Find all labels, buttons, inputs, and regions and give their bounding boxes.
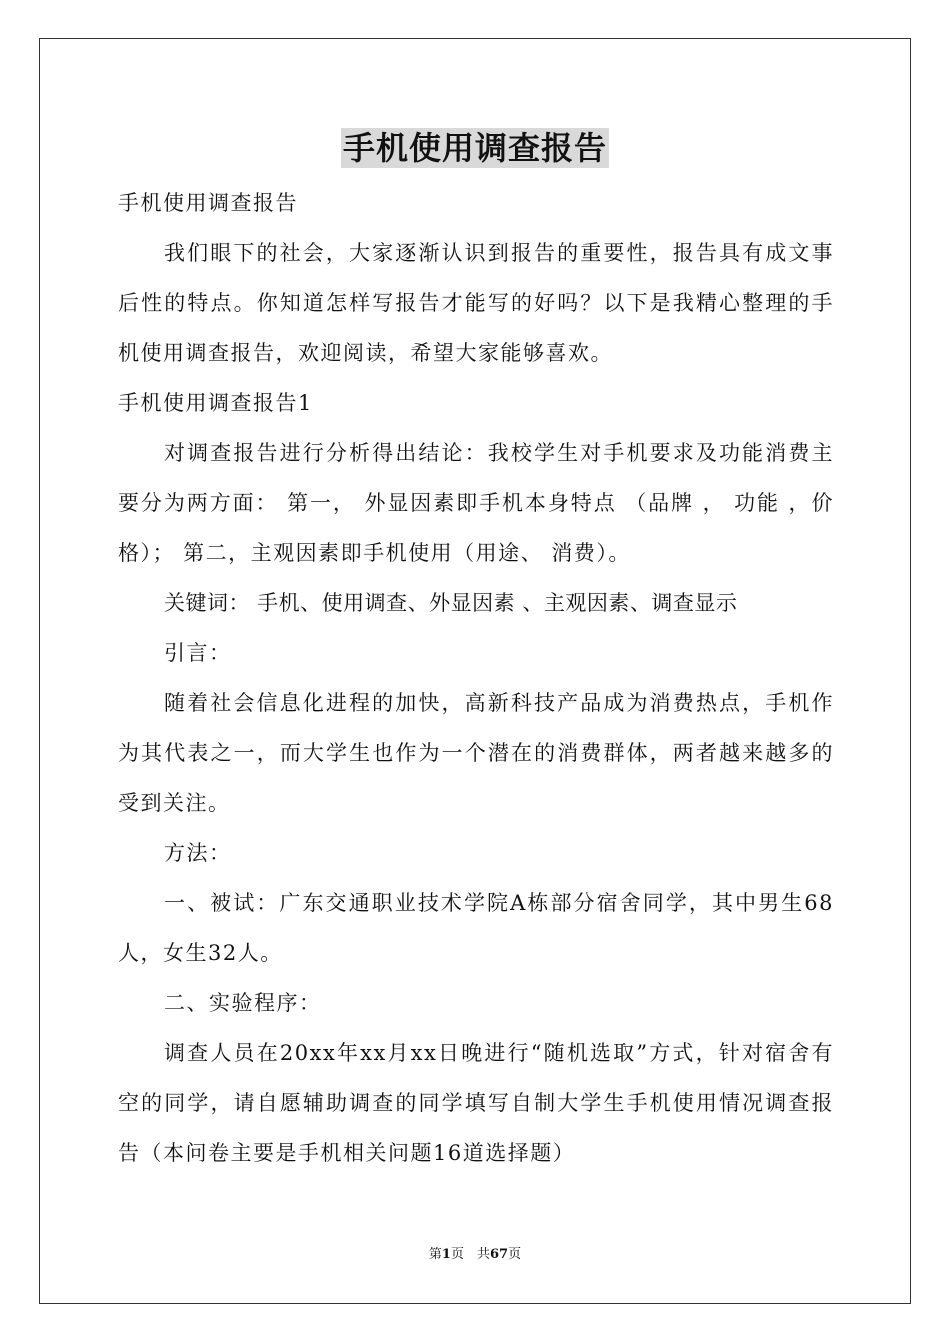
paragraph: 手机使用调查报告: [118, 191, 298, 215]
paragraph: 我们眼下的社会，大家逐渐认识到报告的重要性，报告具有成文事后性的特点。你知道怎样写报告才能写的好吗？以下是我精心整理的手机使用调查报告，欢迎阅读，希望大家能够喜欢。: [118, 241, 834, 365]
paragraph: 引言：: [164, 641, 232, 665]
keywords: 关键词： 手机、使用调查、外显因素 、主观因素、调查显示: [164, 591, 738, 615]
paragraph: 一、被试：广东交通职业技术学院A栋部分宿舍同学，其中男生68人，女生32人。: [118, 891, 834, 965]
document-body: [118, 178, 834, 1178]
total-pages-number: 67: [489, 1247, 509, 1262]
current-page-number: 1: [441, 1247, 451, 1262]
document-title: 手机使用调查报告: [342, 129, 607, 167]
section-heading: 手机使用调查报告1: [118, 391, 313, 415]
paragraph: 方法：: [164, 841, 232, 865]
title-container: [0, 128, 950, 168]
paragraph: 调查人员在20xx年xx月xx日晚进行“随机选取”方式，针对宿舍有空的同学，请自愿辅助调查的同学填写自制大学生手机使用情况调查报告（本问卷主要是手机相关问题16道选择题）: [118, 1041, 834, 1165]
footer-middle: 页 共: [450, 1247, 490, 1262]
paragraph: 二、实验程序：: [164, 991, 322, 1015]
footer-suffix: 页: [508, 1247, 522, 1262]
page-footer: [0, 1246, 950, 1264]
paragraph: 随着社会信息化进程的加快，高新科技产品成为消费热点，手机作为其代表之一，而大学生也作为一个潜在的消费群体，两者越来越多的受到关注。: [118, 691, 834, 815]
footer-prefix: 第: [428, 1247, 442, 1262]
paragraph: 对调查报告进行分析得出结论：我校学生对手机要求及功能消费主要分为两方面： 第一， 外显因素即手机本身特点 （品牌 ， 功能 ，价格）； 第二，主观因素即手机使用（用途、 消费）。: [118, 441, 834, 565]
